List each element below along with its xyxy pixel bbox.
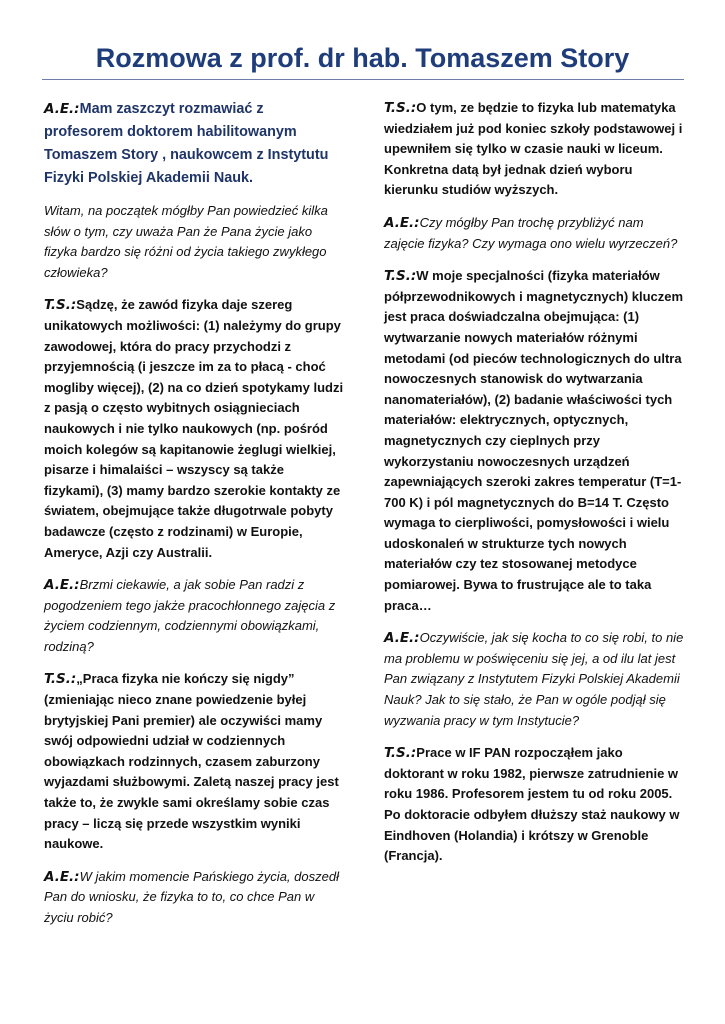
answer-paragraph [384,266,686,616]
paragraph-text: Prace w IF PAN rozpocząłem jako doktorant w roku 1982, pierwsze zatrudnienie w roku 1986. Profesorem jestem tu od roku 2005. Po doktoracie odbyłem dłuższy staż naukowy w Eindhoven (Holandia) i krótszy w Grenoble (Francja). [384,745,680,864]
question-paragraph [384,628,686,731]
speaker-label: A.E.: [384,214,420,231]
paragraph-text: Sądzę, że zawód fizyka daje szereg unikatowych możliwości: (1) należymy do grupy zawodowej, która do pracy przychodzi z przyjemnością (i jeszcze im za to płacą - choć mogliby więcej), (2) na co dzień spotykamy ludzi z pasją o często wybitnych osiągnieciach naukowych i nie tylko naukowych (np. pośród moich kolegów są kapitanowie żeglugi wielkiej, pisarze i himalaiści – wszyscy są także fizykami), (3) mamy bardzo szerokie kontakty ze światem, obejmujące także długotrwale pobyty badawcze (często z rodzinami) w Europie, Ameryce, Azji czy Australii. [44,297,344,560]
answer-paragraph [384,98,686,201]
paragraph-text: Mam zaszczyt rozmawiać z profesorem doktorem habilitowanym Tomaszem Story , naukowcem z Instytutu Fizyki Polskiej Akademii Nauk. [44,101,329,186]
speaker-label: T.S.: [44,671,77,688]
speaker-label: A.E.: [44,868,80,885]
right-column [384,98,686,879]
paragraph-text: Brzmi ciekawie, a jak sobie Pan radzi z pogodzeniem tego jakże pracochłonnego zajęcia z życiem codziennym, codziennymi obowiązkami, rodziną? [44,577,336,654]
paragraph-text: Czy mógłby Pan trochę przybliżyć nam zajęcie fizyka? Czy wymaga ono wielu wyrzeczeń? [384,214,678,251]
title-divider [42,79,684,80]
answer-paragraph [384,743,686,867]
left-column [44,98,346,941]
paragraph-text: „Praca fizyka nie kończy się nigdy” (zmieniając nieco znane powiedzenie byłej brytyjskiej Pani premier) ale oczywiści mamy swój odpowiedni udział w codziennych obowiązkach rodzinnych, czasem zaburzony wyjazdami służbowymi. Zaletą naszej pracy jest także to, że zwykle sami określamy sobie czas pracy – liczą się przede wszystkim wyniki naukowe. [44,671,339,852]
speaker-label: A.E.: [44,101,80,117]
speaker-label: T.S.: [44,297,77,314]
speaker-label: A.E.: [44,577,80,594]
paragraph-text: Witam, na początek mógłby Pan powiedzieć kilka słów o tym, czy uważa Pan że Pana życie jako fizyka bardzo się różni od życia takiego zwykłego człowieka? [44,203,328,280]
question-paragraph [44,575,346,657]
answer-paragraph [44,295,346,563]
intro-question [44,98,346,190]
speaker-label: A.E.: [384,630,420,647]
question-paragraph [384,213,686,254]
paragraph-text: W jakim momencie Pańskiego życia, doszedł Pan do wniosku, że fizyka to to, co chce Pan w życiu robić? [44,868,339,925]
question-paragraph [44,201,346,283]
paragraph-text: Oczywiście, jak się kocha to co się robi, to nie ma problemu w poświęceniu się jej, a od ilu lat jest Pan związany z Instytutem Fizyki Polskiej Akademii Nauk? Jak to się stało, że Pan w ogóle podjął się wyzwania pracy w tym Instytucie? [384,630,684,728]
speaker-label: T.S.: [384,268,417,285]
answer-paragraph [44,669,346,854]
paragraph-text: W moje specjalności (fizyka materiałów półprzewodnikowych i magnetycznych) kluczem jest praca doświadczalna obejmująca: (1) wytwarzanie nowych materiałów różnymi metodami (od pieców technologicznych do ultra nowoczesnych stanowisk do wytwarzania nanomateriałów), (2) badanie właściwości tych materiałów: elektrycznych, optycznych, magnetycznych czy cieplnych przy wykorzystaniu nowoczesnych urządzeń zapewniających szeroki zakres temperatur (T=1-700 K) i pól magnetycznych do B=14 T. Często wymaga to cierpliwości, pomysłowości i wielu udoskonaleń w strukturze tych nowych materiałów czy tez stosowanej metodyce pomiarowej. Bywa to frustrujące ale to taka praca… [384,268,684,613]
question-paragraph [44,867,346,929]
page-title: Rozmowa z prof. dr hab. Tomaszem Story [95,43,630,73]
paragraph-text: O tym, ze będzie to fizyka lub matematyka wiedziałem już pod koniec szkoły podstawowej i upewniłem się tylko w czasie nauki w liceum. Konkretna datą był jednak dzień wyboru kierunku studiów wyższych. [384,100,683,198]
speaker-label: T.S.: [384,745,417,762]
speaker-label: T.S.: [384,100,417,116]
